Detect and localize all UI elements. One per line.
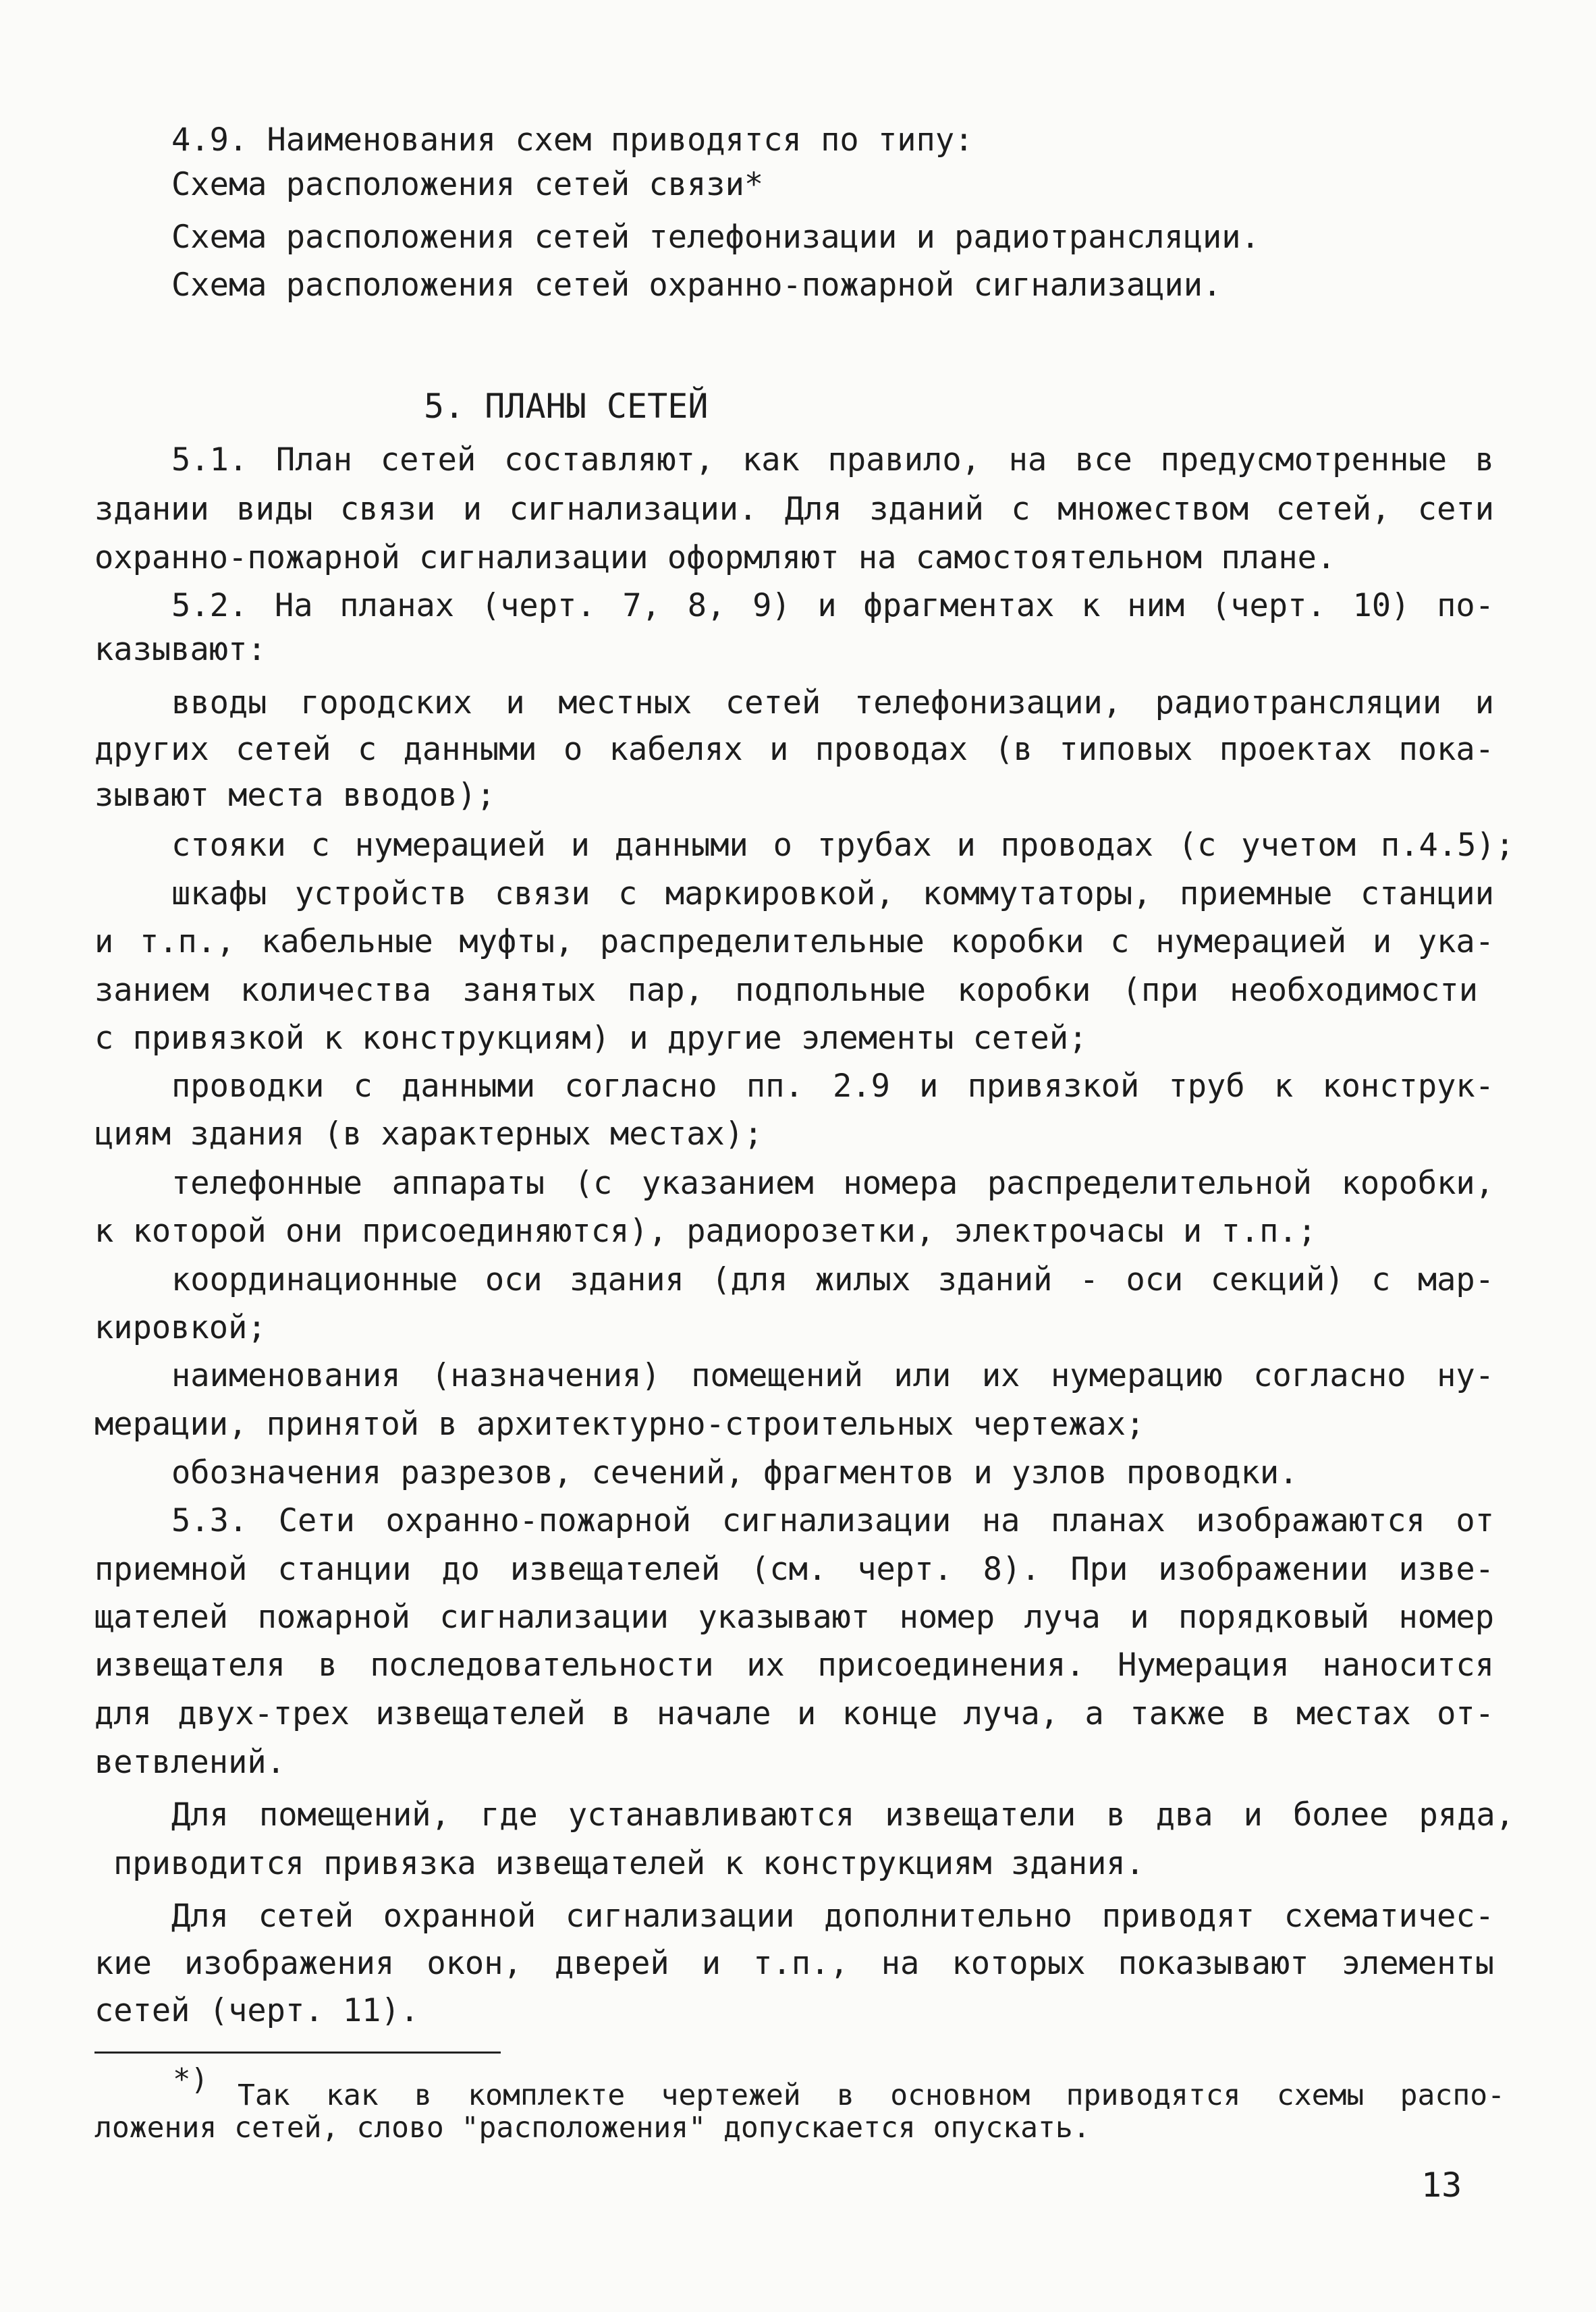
footnote-line-1: Так как в комплекте чертежей в основном приводятся схемы распо- xyxy=(238,2079,1505,2112)
p51-line-1: 5.1. План сетей составляют, как правило, на все предусмотренные в xyxy=(171,441,1494,478)
item-sections: обозначения разрезов, сечений, фрагментов и узлов проводки. xyxy=(171,1454,1298,1491)
p55-line-2: кие изображения окон, дверей и т.п., на которых показывают элементы xyxy=(94,1945,1494,1982)
scheme-example-1: Схема расположения сетей связи* xyxy=(171,166,764,203)
footnote-line-2: ложения сетей, слово "расположения" допускается опускать. xyxy=(94,2111,1091,2145)
scheme-example-2: Схема расположения сетей телефонизации и радиотрансляции. xyxy=(171,219,1260,256)
item-phones-line-2: к которой они присоединяются), радиорозетки, электрочасы и т.п.; xyxy=(94,1213,1317,1250)
item-cabinets-line-2: и т.п., кабельные муфты, распределительные коробки с нумерацией и ука- xyxy=(94,923,1494,960)
item-cabinets-line-3: занием количества занятых пар, подпольные коробки (при необходимости xyxy=(94,972,1478,1009)
item-rooms-line-2: мерации, принятой в архитектурно-строительных чертежах; xyxy=(94,1406,1145,1443)
p54-line-2: приводится привязка извещателей к конструкциям здания. xyxy=(113,1845,1145,1882)
p53-line-4: извещателя в последовательности их присоединения. Нумерация наносится xyxy=(94,1647,1494,1684)
p51-line-2: здании виды связи и сигнализации. Для зданий с множеством сетей, сети xyxy=(94,491,1494,528)
p53-line-5: для двух-трех извещателей в начале и конце луча, а также в местах от- xyxy=(94,1695,1494,1732)
p53-line-2: приемной станции до извещателей (см. черт. 8). При изображении изве- xyxy=(94,1551,1494,1588)
item-axes-line-2: кировкой; xyxy=(94,1309,267,1346)
footnote-rule xyxy=(94,2052,501,2054)
item-cabinets-line-1: шкафы устройств связи с маркировкой, коммутаторы, приемные станции xyxy=(171,875,1494,912)
p49-intro: 4.9. Наименования схем приводятся по типу: xyxy=(171,121,974,159)
item-phones-line-1: телефонные аппараты (с указанием номера распределительной коробки, xyxy=(171,1165,1494,1202)
item-rooms-line-1: наименования (назначения) помещений или их нумерацию согласно ну- xyxy=(171,1357,1494,1394)
item-axes-line-1: координационные оси здания (для жилых зданий - оси секций) с мар- xyxy=(171,1261,1494,1298)
p52-line-2: казывают: xyxy=(94,631,267,668)
p51-line-3: охранно-пожарной сигнализации оформляют на самостоятельном плане. xyxy=(94,539,1336,576)
footnote-mark: *) xyxy=(173,2062,209,2097)
item-inputs-line-1: вводы городских и местных сетей телефонизации, радиотрансляции и xyxy=(171,684,1494,721)
p53-line-1: 5.3. Сети охранно-пожарной сигнализации на планах изображаются от xyxy=(171,1502,1494,1539)
item-cabinets-line-4: с привязкой к конструкциям) и другие элементы сетей; xyxy=(94,1020,1088,1057)
page-number: 13 xyxy=(1421,2166,1462,2205)
section-heading: 5. ПЛАНЫ СЕТЕЙ xyxy=(424,387,709,426)
item-wiring-line-1: проводки с данными согласно пп. 2.9 и привязкой труб к конструк- xyxy=(171,1068,1494,1105)
item-risers: стояки с нумерацией и данными о трубах и проводах (с учетом п.4.5); xyxy=(171,827,1514,864)
p53-line-6: ветвлений. xyxy=(94,1744,285,1781)
p54-line-1: Для помещений, где устанавливаются извещатели в два и более ряда, xyxy=(171,1796,1514,1834)
p52-line-1: 5.2. На планах (черт. 7, 8, 9) и фрагментах к ним (черт. 10) по- xyxy=(171,587,1494,624)
item-inputs-line-2: других сетей с данными о кабелях и проводах (в типовых проектах пока- xyxy=(94,731,1494,768)
item-inputs-line-3: зывают места вводов); xyxy=(94,777,496,814)
p55-line-3: сетей (черт. 11). xyxy=(94,1992,420,2029)
scheme-example-3: Схема расположения сетей охранно-пожарной сигнализации. xyxy=(171,267,1222,304)
p53-line-3: щателей пожарной сигнализации указывают номер луча и порядковый номер xyxy=(94,1599,1494,1636)
p55-line-1: Для сетей охранной сигнализации дополнительно приводят схематичес- xyxy=(171,1898,1494,1935)
item-wiring-line-2: циям здания (в характерных местах); xyxy=(94,1116,763,1153)
